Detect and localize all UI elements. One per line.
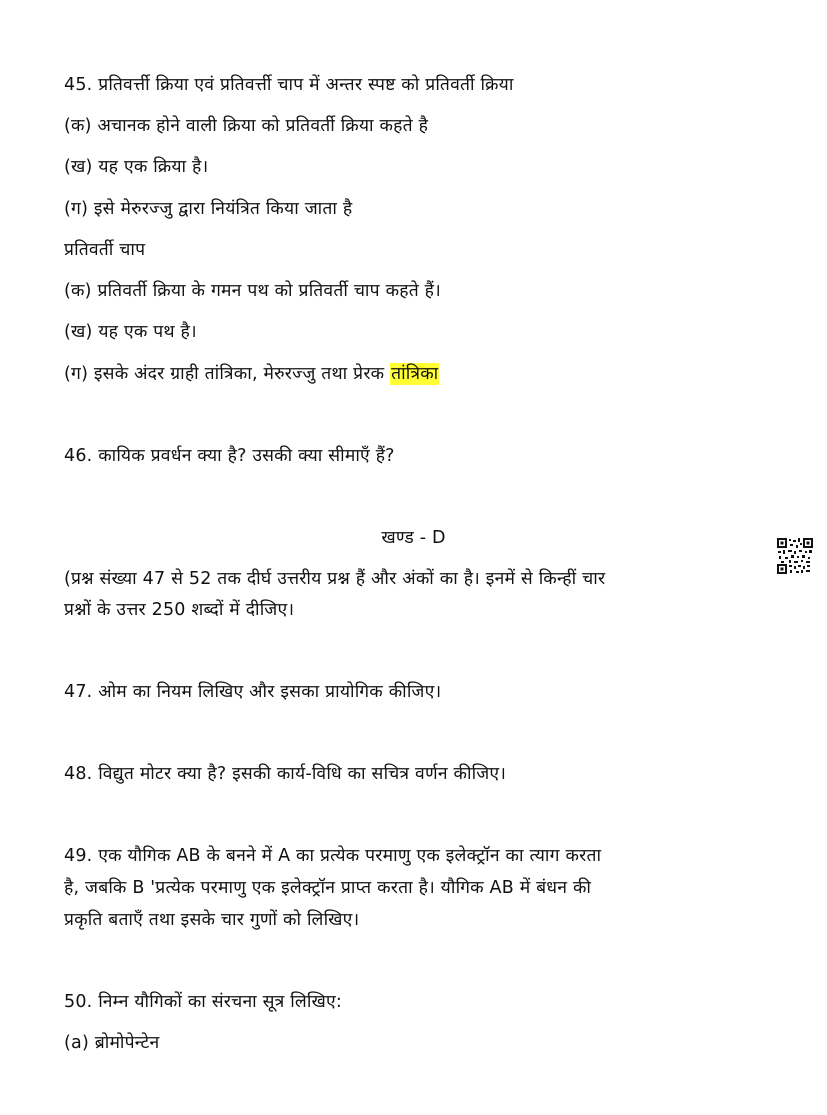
q46-title: 46. कायिक प्रवर्धन क्या है? उसकी क्या सीमाएँ हैं? bbox=[64, 446, 395, 466]
highlighted-word: तांत्रिका bbox=[391, 364, 439, 384]
q49-line-2: है, जबकि B 'प्रत्येक परमाणु एक इलेक्ट्रॉन प्राप्त करता है। यौगिक AB में बंधन की bbox=[64, 878, 592, 898]
q45-point-c: (ग) इसे मेरुरज्जु द्वारा नियंत्रित किया जाता है bbox=[64, 199, 353, 219]
q49-line-1: 49. एक यौगिक AB के बनने में A का प्रत्येक परमाणु एक इलेक्ट्रॉन का त्याग करता bbox=[64, 846, 602, 866]
q45-point-f-text: (ग) इसके अंदर ग्राही तांत्रिका, मेरुरज्जु तथा प्रेरक bbox=[64, 364, 391, 384]
q45-title: 45. प्रतिवर्त्ती क्रिया एवं प्रतिवर्त्ती चाप में अन्तर स्पष्ट को प्रतिवर्ती क्रिया bbox=[64, 75, 514, 95]
q48-title: 48. विद्युत मोटर क्या है? इसकी कार्य-विधि का सचित्र वर्णन कीजिए। bbox=[64, 764, 507, 784]
q50-part-a: (a) ब्रोमोपेन्टेन bbox=[64, 1033, 160, 1053]
section-instruction-line-2: प्रश्नों के उत्तर 250 शब्दों में दीजिए। bbox=[64, 600, 295, 620]
q45-point-e: (ख) यह एक पथ है। bbox=[64, 322, 197, 342]
qr-code-icon bbox=[777, 538, 813, 574]
q45-point-d: (क) प्रतिवर्ती क्रिया के गमन पथ को प्रतिवर्ती चाप कहते हैं। bbox=[64, 281, 441, 301]
q50-title: 50. निम्न यौगिकों का संरचना सूत्र लिखिए: bbox=[64, 992, 342, 1012]
q45-point-f bbox=[64, 361, 439, 387]
q45-point-a: (क) अचानक होने वाली क्रिया को प्रतिवर्ती क्रिया कहते है bbox=[64, 116, 429, 136]
section-heading: खण्ड - D bbox=[381, 528, 446, 548]
q45-arc-heading: प्रतिवर्ती चाप bbox=[64, 240, 146, 260]
q45-point-b: (ख) यह एक क्रिया है। bbox=[64, 157, 209, 177]
q47-title: 47. ओम का नियम लिखिए और इसका प्रायोगिक कीजिए। bbox=[64, 682, 442, 702]
section-instruction-line-1: (प्रश्न संख्या 47 से 52 तक दीर्घ उत्तरीय प्रश्न हैं और अंकों का है। इनमें से किन्हीं चार bbox=[64, 569, 606, 589]
q49-line-3: प्रकृति बताएँ तथा इसके चार गुणों को लिखिए। bbox=[64, 910, 360, 930]
